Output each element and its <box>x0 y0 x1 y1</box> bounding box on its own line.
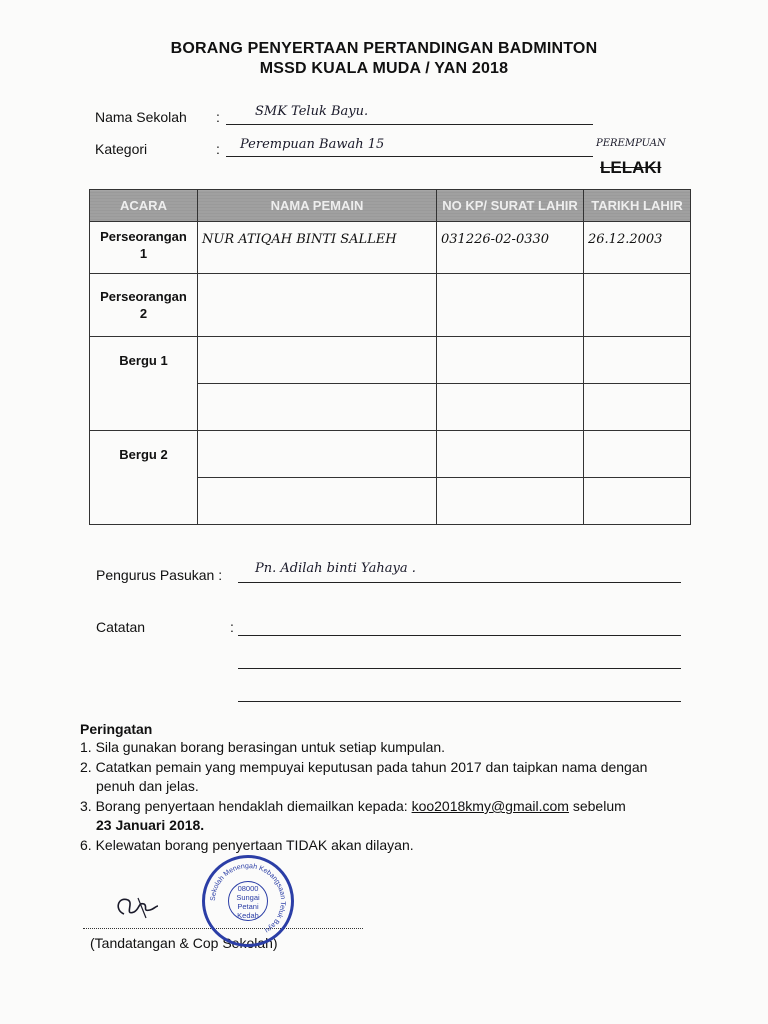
event-label: Perseorangan <box>100 229 187 244</box>
dob-cell[interactable]: 26.12.2003 <box>584 222 691 274</box>
ic-number-cell[interactable]: 031226-02-0330 <box>437 222 584 274</box>
signature-label: (Tandatangan & Cop Sekolah) <box>90 935 278 951</box>
player-name-cell[interactable] <box>198 431 437 478</box>
table-header-row <box>90 190 691 222</box>
event-number: 2 <box>139 306 148 321</box>
form-title-line1: BORANG PENYERTAAN PERTANDINGAN BADMINTON <box>170 40 598 57</box>
notes-line-1[interactable] <box>238 635 681 636</box>
warning-deadline: 23 Januari 2018. <box>96 817 205 833</box>
form-title-line2: MSSD KUALA MUDA / YAN 2018 <box>259 60 509 77</box>
dob-cell[interactable] <box>584 478 691 525</box>
event-cell <box>90 274 198 337</box>
ic-number-cell[interactable] <box>437 384 584 431</box>
stamp-postcode: 08000 <box>237 884 259 893</box>
entry-table <box>89 189 691 525</box>
header-tarikh-lahir: TARIKH LAHIR <box>584 190 691 222</box>
warning-item-3-text: 3. Borang penyertaan hendaklah diemailkan kepada: <box>80 798 408 814</box>
manager-value[interactable]: Pn. Adilah binti Yahaya . <box>255 561 416 576</box>
school-value[interactable]: SMK Teluk Bayu. <box>255 104 369 119</box>
school-label: Nama Sekolah <box>95 109 187 125</box>
school-underline <box>226 124 593 125</box>
player-name-cell[interactable] <box>198 337 437 384</box>
dob-cell[interactable] <box>584 274 691 337</box>
manager-underline <box>238 582 681 583</box>
notes-label: Catatan <box>96 619 146 635</box>
stamp-line3: Petani <box>237 902 259 911</box>
gender-handwritten: PEREMPUAN <box>596 138 666 149</box>
category-label: Kategori <box>95 141 148 157</box>
dob-cell[interactable] <box>584 337 691 384</box>
warning-item-3 <box>80 797 720 817</box>
table-row <box>90 222 691 274</box>
header-no-kp: NO KP/ SURAT LAHIR <box>437 190 584 222</box>
event-label: Perseorangan <box>100 289 187 304</box>
notes-line-2[interactable] <box>238 668 681 669</box>
event-number: 1 <box>139 246 148 261</box>
notes-colon: : <box>230 619 234 635</box>
school-stamp <box>202 855 294 947</box>
player-name-cell[interactable] <box>198 478 437 525</box>
ic-number-cell[interactable] <box>437 431 584 478</box>
warning-item-3-after: sebelum <box>572 798 626 814</box>
event-cell: Bergu 2 <box>90 431 198 525</box>
ic-number-cell[interactable] <box>437 478 584 525</box>
dob-cell[interactable] <box>584 384 691 431</box>
category-value[interactable]: Perempuan Bawah 15 <box>240 137 385 152</box>
player-name-cell[interactable]: NUR ATIQAH BINTI SALLEH <box>198 222 437 274</box>
table-row <box>90 274 691 337</box>
warning-heading: Peringatan <box>80 721 153 737</box>
svg-text:Sekolah Menengah Kebangsaan Te: Sekolah Menengah Kebangsaan Teluk Bayu <box>209 862 287 934</box>
manager-label: Pengurus Pasukan : <box>96 567 223 583</box>
ic-number-cell[interactable] <box>437 274 584 337</box>
notes-line-3[interactable] <box>238 701 681 702</box>
warning-item-2-cont: penuh dan jelas. <box>96 778 199 794</box>
event-cell: Bergu 1 <box>90 337 198 431</box>
ic-number-cell[interactable] <box>437 337 584 384</box>
warning-item-1: 1. Sila gunakan borang berasingan untuk setiap kumpulan. <box>80 739 446 755</box>
category-colon: : <box>216 141 220 157</box>
stamp-line4: Kedah <box>237 911 259 920</box>
player-name-cell[interactable] <box>198 274 437 337</box>
warning-item-6: 6. Kelewatan borang penyertaan TIDAK akan dilayan. <box>80 837 414 853</box>
gender-crossed: LELAKI <box>600 158 662 177</box>
stamp-center <box>228 881 268 921</box>
dob-cell[interactable] <box>584 431 691 478</box>
stamp-line2: Sungai <box>236 893 260 902</box>
signature-mark <box>110 890 160 926</box>
header-nama-pemain: NAMA PEMAIN <box>198 190 437 222</box>
email-link[interactable]: koo2018kmy@gmail.com <box>411 798 569 814</box>
table-row <box>90 431 691 478</box>
player-name-cell[interactable] <box>198 384 437 431</box>
table-row <box>90 337 691 384</box>
event-cell <box>90 222 198 274</box>
warning-item-2: 2. Catatkan pemain yang mempuyai keputusan pada tahun 2017 dan taipkan nama dengan <box>80 759 648 775</box>
header-acara: ACARA <box>90 190 198 222</box>
school-colon: : <box>216 109 220 125</box>
category-underline <box>226 156 593 157</box>
